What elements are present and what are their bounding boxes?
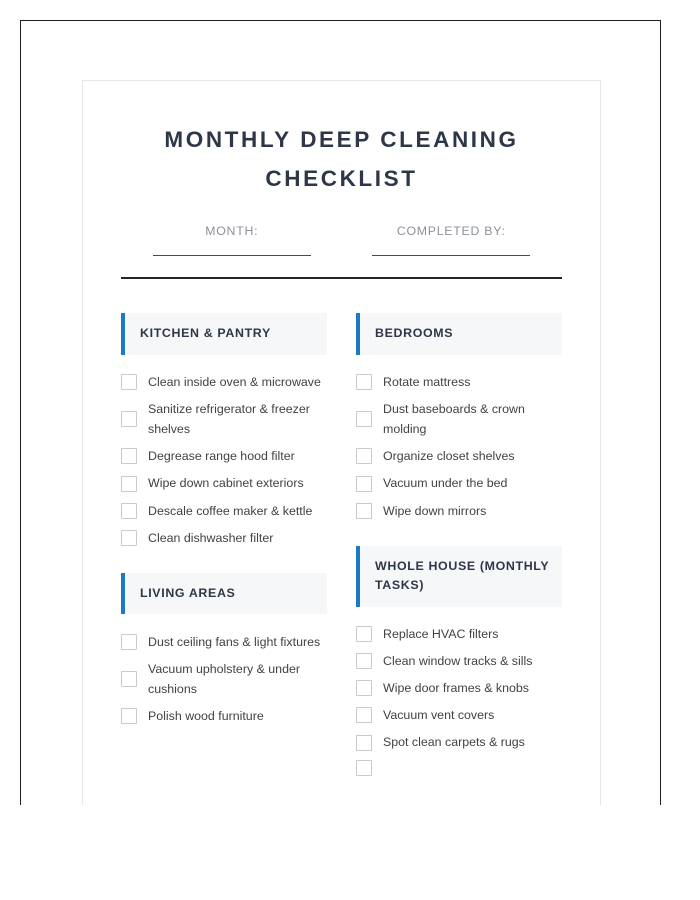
- checklist-item-label: Polish wood furniture: [148, 709, 264, 724]
- section-item-list: [121, 355, 327, 552]
- checklist-item[interactable]: [121, 628, 327, 655]
- checklist-section: [356, 546, 562, 780]
- section-item-list: [356, 607, 562, 780]
- checklist-item[interactable]: [356, 702, 562, 729]
- section-title: BEDROOMS: [375, 326, 454, 341]
- checklist-columns: [121, 313, 562, 784]
- checkbox-icon[interactable]: [356, 653, 372, 669]
- checkbox-icon[interactable]: [121, 671, 137, 687]
- checklist-item[interactable]: [121, 524, 327, 551]
- checkbox-icon[interactable]: [121, 374, 137, 390]
- checklist-item[interactable]: [121, 369, 327, 396]
- header-divider: [121, 277, 562, 279]
- page-title: MONTHLY DEEP CLEANING CHECKLIST: [164, 127, 519, 191]
- checklist-column-left: [121, 313, 327, 784]
- section-header: [121, 573, 327, 614]
- checklist-item[interactable]: [121, 470, 327, 497]
- checklist-item[interactable]: [356, 443, 562, 470]
- checklist-item[interactable]: [356, 497, 562, 524]
- checkbox-icon[interactable]: [121, 530, 137, 546]
- checklist-item-label: Spot clean carpets & rugs: [383, 735, 525, 750]
- checklist-item-label: Dust baseboards & crown molding: [383, 402, 525, 437]
- checklist-item-label: Vacuum vent covers: [383, 708, 495, 723]
- checklist-item-label: Clean inside oven & microwave: [148, 375, 321, 390]
- checklist-item[interactable]: [121, 703, 327, 730]
- checklist-item[interactable]: [356, 648, 562, 675]
- checklist-item-label: Vacuum under the bed: [383, 476, 508, 491]
- checklist-item[interactable]: [121, 443, 327, 470]
- section-item-list: [121, 614, 327, 729]
- checkbox-icon[interactable]: [356, 476, 372, 492]
- section-title: LIVING AREAS: [140, 586, 236, 601]
- checklist-card: [82, 80, 601, 805]
- checkbox-icon[interactable]: [356, 374, 372, 390]
- section-title: WHOLE HOUSE (MONTHLY TASKS): [375, 559, 550, 593]
- checkbox-icon[interactable]: [356, 735, 372, 751]
- checkbox-icon[interactable]: [356, 411, 372, 427]
- checklist-item-label: Vacuum upholstery & under cushions: [148, 662, 300, 697]
- checklist-item-label: Organize closet shelves: [383, 449, 515, 464]
- section-item-list: [356, 355, 562, 525]
- checklist-item-label: Sanitize refrigerator & freezer shelves: [148, 402, 310, 437]
- checkbox-icon[interactable]: [356, 503, 372, 519]
- checklist-item[interactable]: [121, 656, 327, 703]
- meta-fields-row: [121, 224, 562, 256]
- checklist-section: [121, 573, 327, 730]
- checklist-item-label: Clean window tracks & sills: [383, 654, 533, 669]
- checklist-item-label: Replace HVAC filters: [383, 627, 499, 642]
- meta-field: [342, 224, 562, 256]
- checklist-item[interactable]: [356, 621, 562, 648]
- section-header: [356, 546, 562, 606]
- checklist-item-label: Wipe down cabinet exteriors: [148, 476, 304, 491]
- checkbox-icon[interactable]: [121, 708, 137, 724]
- checkbox-icon[interactable]: [356, 626, 372, 642]
- checklist-item-label: Degrease range hood filter: [148, 449, 295, 464]
- checklist-item[interactable]: [356, 675, 562, 702]
- checklist-section: [356, 313, 562, 524]
- page-frame: [20, 20, 661, 805]
- checklist-item-label: Wipe door frames & knobs: [383, 681, 529, 696]
- checkbox-icon[interactable]: [356, 760, 372, 776]
- meta-field-input-line[interactable]: [372, 255, 530, 256]
- meta-field-label: MONTH:: [205, 224, 259, 239]
- section-title: KITCHEN & PANTRY: [140, 326, 271, 341]
- checklist-item-label: Descale coffee maker & kettle: [148, 503, 313, 518]
- checkbox-icon[interactable]: [121, 411, 137, 427]
- checklist-item[interactable]: [356, 470, 562, 497]
- checklist-section: [121, 313, 327, 551]
- section-header: [121, 313, 327, 354]
- checklist-item[interactable]: [121, 497, 327, 524]
- checklist-item[interactable]: [121, 396, 327, 443]
- checklist-item-label: Clean dishwasher filter: [148, 530, 274, 545]
- checkbox-icon[interactable]: [121, 634, 137, 650]
- meta-field: [122, 224, 342, 256]
- section-header: [356, 313, 562, 354]
- checkbox-icon[interactable]: [121, 476, 137, 492]
- meta-field-input-line[interactable]: [153, 255, 311, 256]
- checklist-item[interactable]: [356, 369, 562, 396]
- checkbox-icon[interactable]: [121, 448, 137, 464]
- checklist-item[interactable]: [356, 729, 562, 756]
- meta-field-label: COMPLETED BY:: [396, 224, 506, 239]
- checklist-item-label: Dust ceiling fans & light fixtures: [148, 634, 321, 649]
- checkbox-icon[interactable]: [356, 448, 372, 464]
- checkbox-icon[interactable]: [356, 707, 372, 723]
- checkbox-icon[interactable]: [121, 503, 137, 519]
- checklist-item-label: Wipe down mirrors: [383, 503, 487, 518]
- checklist-item[interactable]: [356, 756, 562, 780]
- checklist-item-label: Rotate mattress: [383, 375, 471, 390]
- checklist-column-right: [356, 313, 562, 784]
- checkbox-icon[interactable]: [356, 680, 372, 696]
- checklist-item[interactable]: [356, 396, 562, 443]
